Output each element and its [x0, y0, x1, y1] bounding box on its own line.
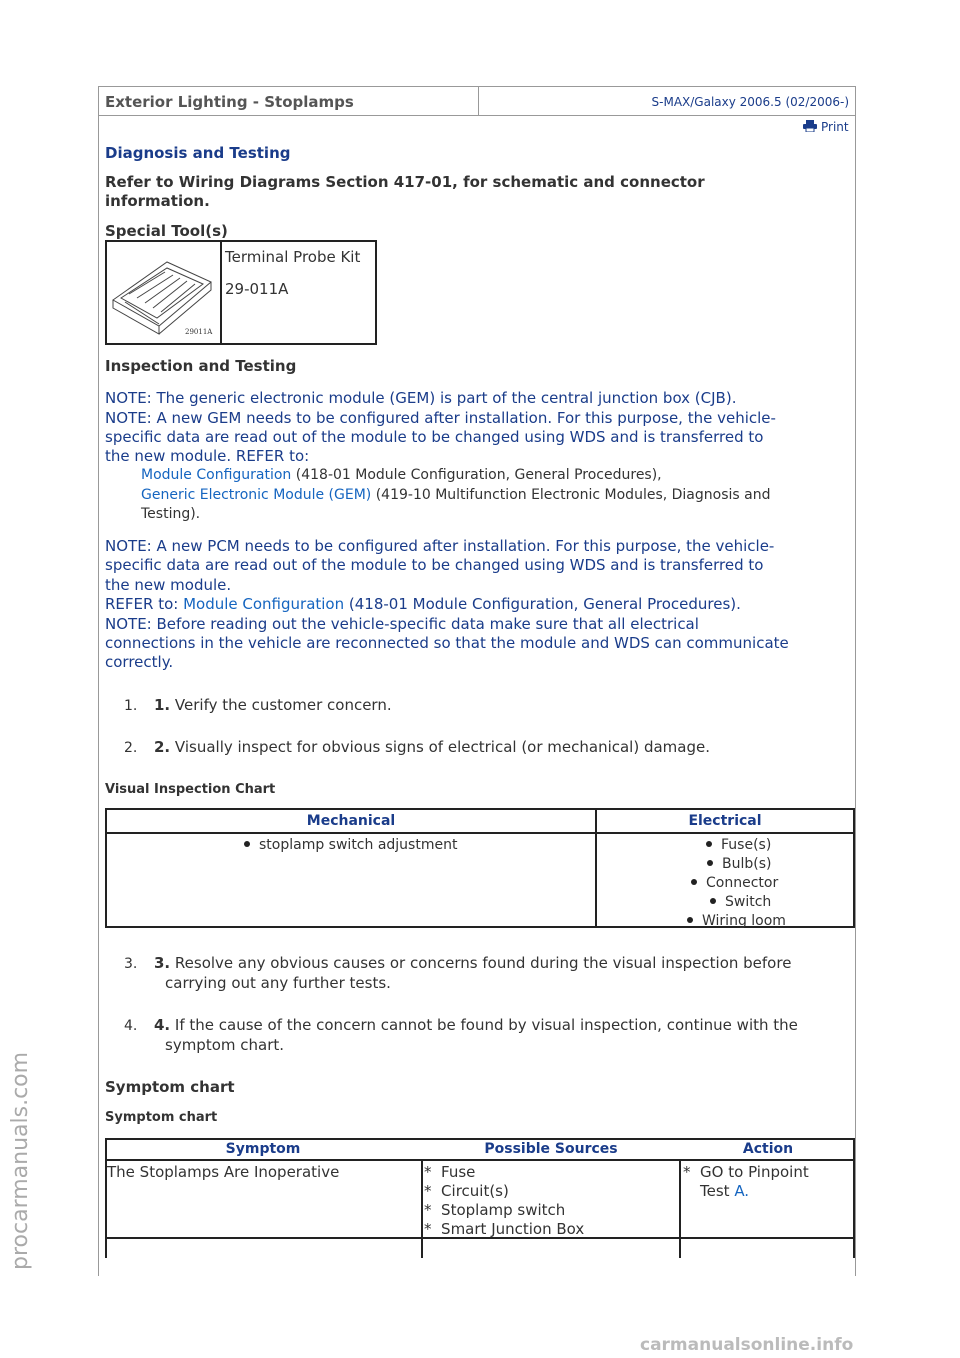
visual-chart-heading: Visual Inspection Chart [105, 782, 276, 797]
asterisk-icon: * [424, 1163, 432, 1181]
asterisk-icon: * [424, 1201, 432, 1219]
table-header-border [105, 1159, 855, 1161]
ref-2 [141, 487, 770, 503]
inspection-heading: Inspection and Testing [105, 357, 297, 375]
model-label: S-MAX/Galaxy 2006.5 (02/2006-) [651, 95, 849, 109]
note-3-line2: specific data are read out of the module to be changed using WDS and is transferred to [105, 556, 764, 574]
step-4-number: 4. [124, 1018, 138, 1034]
note-3-line1: NOTE: A new PCM needs to be configured after installation. For this purpose, the vehicle- [105, 537, 775, 555]
source-item [424, 1163, 475, 1181]
tool-image [107, 242, 222, 343]
page-header [98, 86, 856, 116]
note-4-line2: connections in the vehicle are reconnected so that the module and WDS can communicate [105, 634, 789, 652]
print-button[interactable] [803, 120, 849, 134]
electrical-item-label: Wiring loom [702, 913, 786, 929]
electrical-item [706, 837, 771, 853]
source-label: Circuit(s) [441, 1182, 509, 1200]
electrical-item-label: Switch [725, 894, 772, 910]
bullet-icon [706, 841, 712, 847]
page-title: Exterior Lighting - Stoplamps [99, 87, 479, 115]
source-item [424, 1201, 565, 1219]
electrical-item [707, 856, 771, 872]
col-action: Action [742, 1141, 794, 1157]
step-1-bold: 1. [154, 696, 171, 714]
step-1 [154, 696, 392, 714]
step-4-cont: symptom chart. [165, 1036, 285, 1054]
side-watermark: procarmanuals.com [8, 1051, 33, 1270]
electrical-item [691, 875, 778, 891]
special-tools-table [105, 240, 377, 345]
col-divider-1 [421, 1160, 423, 1258]
bullet-icon [707, 860, 713, 866]
step-4-text: If the cause of the concern cannot be found by visual inspection, continue with the [170, 1016, 798, 1034]
note-2-line2: specific data are read out of the module to be changed using WDS and is transferred to [105, 428, 764, 446]
action-label-2: Test [700, 1182, 735, 1200]
step-2-bold: 2. [154, 738, 171, 756]
ref-2-text: (419-10 Multifunction Electronic Modules, Diagnosis and [371, 487, 771, 503]
source-item [424, 1220, 584, 1238]
note-4-line3: correctly. [105, 653, 174, 671]
step-2-number: 2. [124, 740, 138, 756]
step-3-bold: 3. [154, 954, 171, 972]
ref-3-prefix: REFER to: [105, 595, 184, 613]
ref-2-cont: Testing). [141, 506, 201, 522]
step-2 [154, 738, 710, 756]
col-divider-2 [679, 1160, 681, 1258]
source-label: Smart Junction Box [441, 1220, 585, 1238]
step-3-number: 3. [124, 956, 138, 972]
gem-link[interactable]: Generic Electronic Module (GEM) [141, 487, 372, 503]
module-configuration-link[interactable]: Module Configuration [141, 467, 292, 483]
row-1-action-cont [700, 1182, 749, 1200]
source-item [424, 1182, 509, 1200]
ref-1-text: (418-01 Module Configuration, General Procedures), [291, 467, 662, 483]
step-3-text: Resolve any obvious causes or concerns found during the visual inspection before [170, 954, 792, 972]
note-4-line1: NOTE: Before reading out the vehicle-specific data make sure that all electrical [105, 615, 699, 633]
table-border-top [105, 1138, 855, 1140]
note-3-line3: the new module. [105, 576, 232, 594]
col-electrical: Electrical [688, 813, 762, 829]
tool-name: Terminal Probe Kit [225, 248, 361, 266]
electrical-item-label: Bulb(s) [722, 856, 772, 872]
tool-image-label: 29011A [185, 328, 213, 336]
row-1-symptom: The Stoplamps Are Inoperative [107, 1163, 340, 1181]
ref-1 [141, 467, 662, 483]
symptom-table [105, 1138, 855, 1258]
bullet-icon [691, 879, 697, 885]
col-symptom: Symptom [225, 1141, 301, 1157]
asterisk-icon: * [683, 1163, 691, 1181]
special-tools-heading: Special Tool(s) [105, 222, 228, 240]
bullet-icon [244, 841, 250, 847]
pinpoint-test-a-link[interactable]: A. [734, 1182, 750, 1200]
visual-inspection-table [105, 808, 855, 928]
electrical-item-label: Connector [706, 875, 779, 891]
step-4-bold: 4. [154, 1016, 171, 1034]
tool-number: 29-011A [225, 280, 289, 298]
step-4 [154, 1016, 798, 1034]
step-3 [154, 954, 791, 972]
bullet-icon [710, 898, 716, 904]
col-possible-sources: Possible Sources [484, 1141, 618, 1157]
row-1-action [683, 1163, 809, 1181]
asterisk-icon: * [424, 1220, 432, 1238]
source-label: Fuse [441, 1163, 476, 1181]
ref-3-text: (418-01 Module Configuration, General Procedures). [344, 595, 741, 613]
wiring-ref-line1: Refer to Wiring Diagrams Section 417-01, for schematic and connector [105, 173, 705, 191]
bullet-icon [687, 917, 693, 923]
wiring-ref-line2: information. [105, 192, 210, 210]
electrical-item [710, 894, 771, 910]
mechanical-item [244, 837, 457, 853]
module-configuration-link-2[interactable]: Module Configuration [183, 595, 345, 613]
source-label: Stoplamp switch [441, 1201, 566, 1219]
print-label: Print [821, 120, 849, 134]
note-1: NOTE: The generic electronic module (GEM) is part of the central junction box (CJB). [105, 389, 737, 407]
ref-3 [105, 595, 741, 613]
symptom-heading: Symptom chart [105, 1078, 235, 1096]
printer-icon [803, 120, 817, 132]
col-mechanical: Mechanical [306, 813, 396, 829]
step-1-text: Verify the customer concern. [170, 696, 392, 714]
step-2-text: Visually inspect for obvious signs of electrical (or mechanical) damage. [170, 738, 711, 756]
step-3-cont: carrying out any further tests. [165, 974, 391, 992]
action-label: GO to Pinpoint [700, 1163, 809, 1181]
probe-kit-illustration [107, 242, 220, 343]
note-2-line1: NOTE: A new GEM needs to be configured after installation. For this purpose, the vehicle- [105, 409, 776, 427]
electrical-item [687, 913, 786, 929]
mechanical-item-label: stoplamp switch adjustment [259, 837, 458, 853]
section-title: Diagnosis and Testing [105, 144, 291, 162]
asterisk-icon: * [424, 1182, 432, 1200]
footer-watermark: carmanualsonline.info [640, 1335, 854, 1355]
symptom-subheading: Symptom chart [105, 1110, 218, 1125]
step-1-number: 1. [124, 698, 138, 714]
electrical-item-label: Fuse(s) [721, 837, 772, 853]
note-2-line3: the new module. REFER to: [105, 447, 310, 465]
